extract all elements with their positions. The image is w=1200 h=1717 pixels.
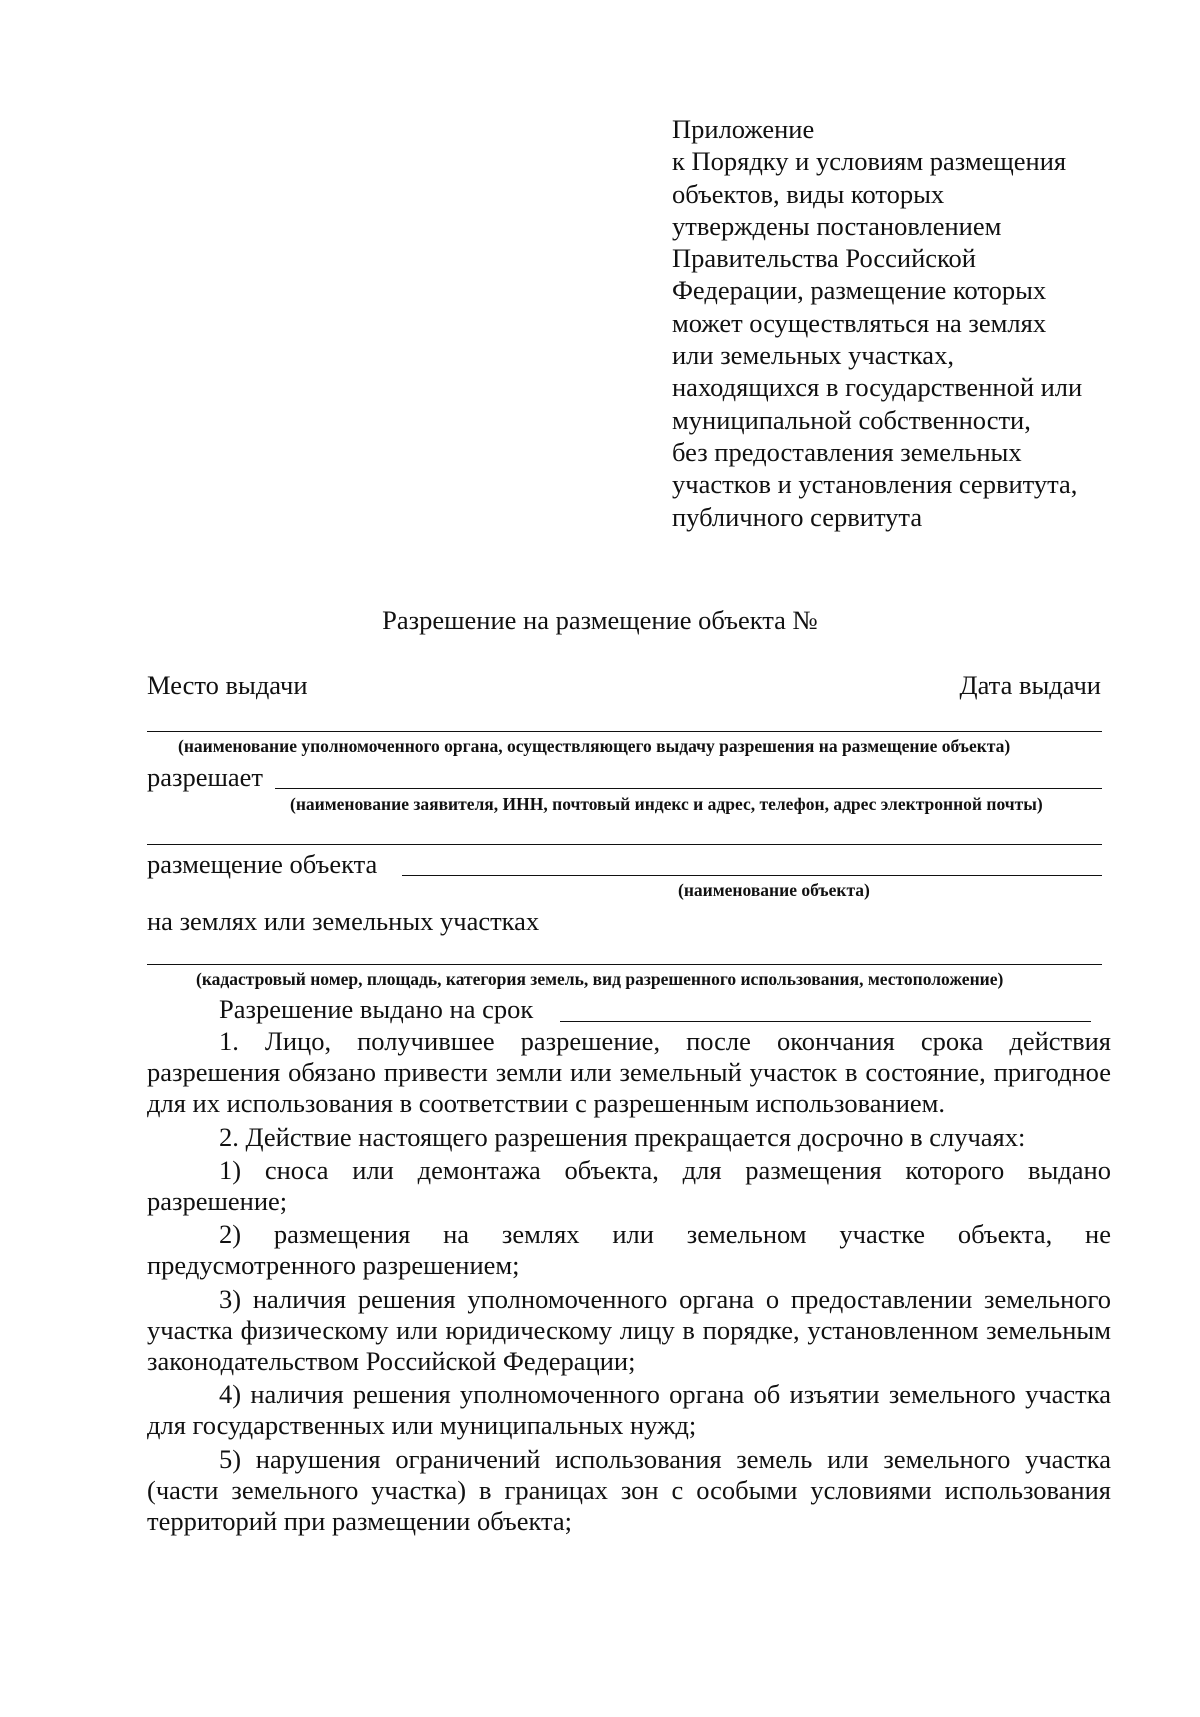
appendix-line: утверждены постановлением	[672, 210, 1002, 241]
organ-name-caption: (наименование уполномоченного органа, осуществляющего выдачу разрешения на размещение объекта)	[178, 736, 1011, 756]
appendix-line: или земельных участках,	[672, 340, 954, 371]
clause-2-item-4: 4) наличия решения уполномоченного органа об изъятии земельного участка для государственных или муниципальных нужд;	[147, 1379, 1111, 1441]
term-line	[560, 1021, 1091, 1022]
applicant-caption: (наименование заявителя, ИНН, почтовый индекс и адрес, телефон, адрес электронной почты)	[290, 794, 1043, 814]
clause-1: 1. Лицо, получившее разрешение, после окончания срока действия разрешения обязано привести земли или земельный участок в состояние, пригодное для их использования в соответствии с разрешенным использованием.	[147, 1026, 1111, 1119]
object-caption: (наименование объекта)	[678, 880, 870, 900]
term-label: Разрешение выдано на срок	[219, 994, 534, 1024]
appendix-line: без предоставления земельных	[672, 436, 1022, 467]
land-label: на землях или земельных участках	[147, 906, 540, 936]
document-body	[147, 1026, 1111, 1537]
appendix-line: муниципальной собственности,	[672, 404, 1031, 435]
appendix-line: может осуществляться на землях	[672, 307, 1047, 338]
appendix-line: объектов, виды которых	[672, 178, 945, 209]
land-caption: (кадастровый номер, площадь, категория земель, вид разрешенного использования, местоположение)	[196, 969, 1004, 989]
appendix-line: к Порядку и условиям размещения	[672, 146, 1067, 177]
clause-2-item-3: 3) наличия решения уполномоченного органа о предоставлении земельного участка физическому или юридическому лицу в порядке, установленном земельным законодательством Российской Федерации;	[147, 1283, 1111, 1377]
clause-2: 2. Действие настоящего разрешения прекращается досрочно в случаях:	[219, 1121, 1026, 1152]
clause-2-item-2: 2) размещения на землях или земельном участке объекта, не предусмотренного разрешением;	[147, 1219, 1111, 1281]
date-of-issue-label: Дата выдачи	[959, 670, 1101, 700]
permits-label: разрешает	[147, 762, 264, 792]
document-title: Разрешение на размещение объекта №	[382, 605, 818, 635]
object-label: размещение объекта	[147, 849, 378, 879]
appendix-line: Федерации, размещение которых	[672, 275, 1047, 306]
land-details-line	[147, 964, 1102, 965]
applicant-name-line	[275, 788, 1102, 789]
appendix-line: Приложение	[672, 114, 815, 144]
appendix-line: Правительства Российской	[672, 243, 976, 274]
clause-2-item-5: 5) нарушения ограничений использования земель или земельного участка (части земельного участка) в границах зон с особыми условиями использования территорий при размещении объекта;	[147, 1443, 1111, 1537]
clause-2-item-1: 1) сноса или демонтажа объекта, для размещения которого выдано разрешение;	[147, 1154, 1111, 1217]
appendix-header	[672, 113, 1172, 533]
appendix-line: находящихся в государственной или	[672, 372, 1083, 403]
appendix-line: публичного сервитута	[672, 501, 923, 532]
place-of-issue-label: Место выдачи	[147, 670, 308, 700]
appendix-line: участков и установления сервитута,	[672, 469, 1078, 500]
applicant-continuation-line	[147, 844, 1102, 845]
organ-name-line	[147, 731, 1102, 732]
object-name-line	[402, 875, 1102, 876]
